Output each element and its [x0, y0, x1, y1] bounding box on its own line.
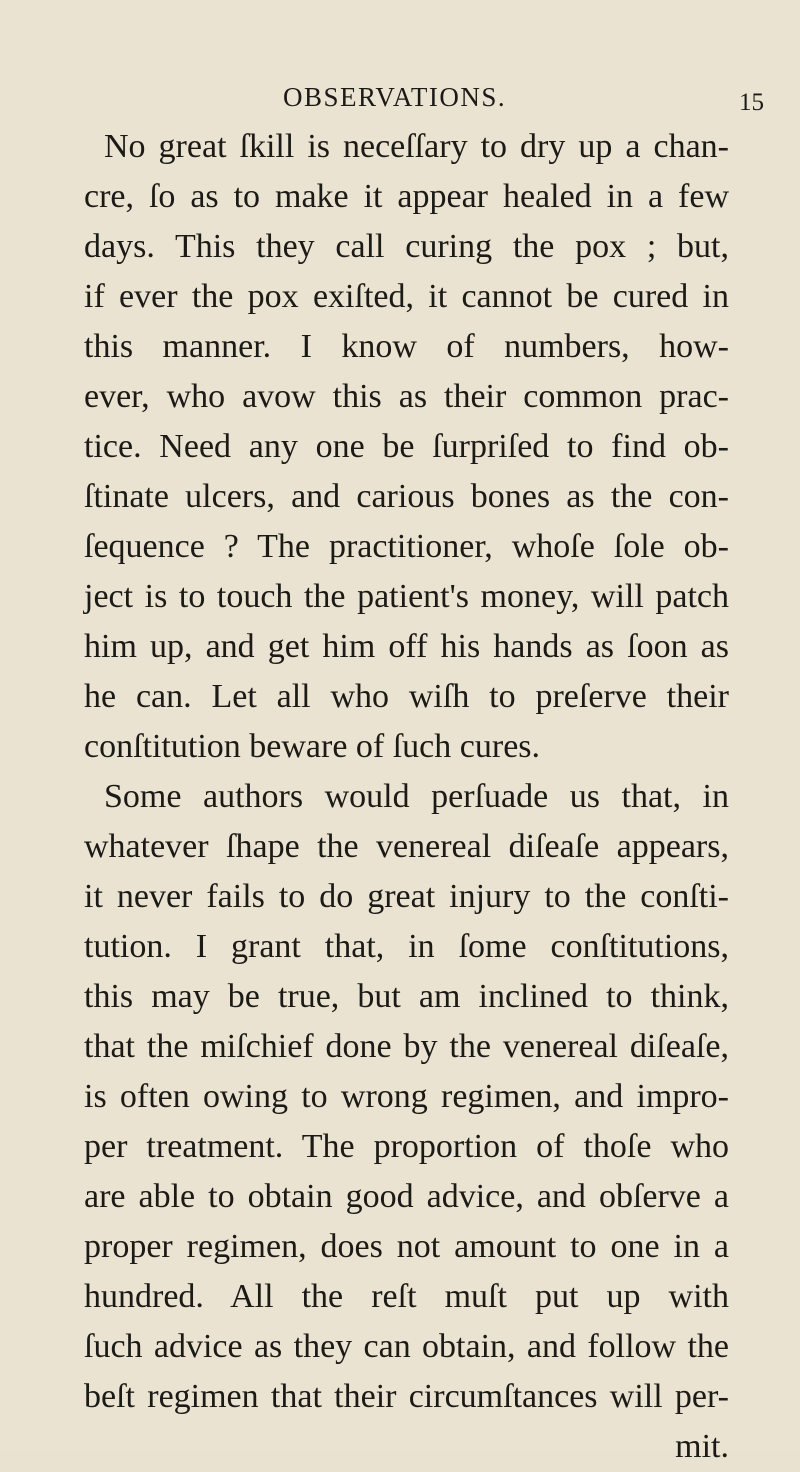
text-line: ſtinate ulcers, and carious bones as the con- [84, 478, 729, 515]
text-line: beſt regimen that their circumſtances will per- [84, 1378, 729, 1415]
text-line: ſequence ? The practitioner, whoſe ſole ob- [84, 528, 729, 565]
text-line: whatever ſhape the venereal diſeaſe appears, [84, 828, 729, 865]
text-line: is often owing to wrong regimen, and impro- [84, 1078, 729, 1115]
text-line: ject is to touch the patient's money, will patch [84, 578, 729, 615]
text-line: Some authors would perſuade us that, in [104, 778, 729, 815]
text-line: mit. [675, 1428, 729, 1465]
text-line: he can. Let all who wiſh to preſerve their [84, 678, 729, 715]
page-number: 15 [739, 89, 764, 116]
text-line: him up, and get him off his hands as ſoon as [84, 628, 729, 665]
text-line: tution. I grant that, in ſome conſtitutions, [84, 928, 729, 965]
text-line: it never fails to do great injury to the conſti- [84, 878, 729, 915]
text-line: cre, ſo as to make it appear healed in a few [84, 178, 729, 215]
text-line: ſuch advice as they can obtain, and follow the [84, 1328, 729, 1365]
text-line: ever, who avow this as their common prac- [84, 378, 729, 415]
text-line: per treatment. The proportion of thoſe who [84, 1128, 729, 1165]
text-line: conſtitution beware of ſuch cures. [84, 728, 541, 765]
text-line: tice. Need any one be ſurpriſed to find ob- [84, 428, 729, 465]
text-line: days. This they call curing the pox ; but, [84, 228, 729, 265]
text-line: that the miſchief done by the venereal diſeaſe, [84, 1028, 729, 1065]
text-line: are able to obtain good advice, and obſerve a [84, 1178, 729, 1215]
text-line: if ever the pox exiſted, it cannot be cured in [84, 278, 729, 315]
running-title: OBSERVATIONS. [283, 82, 507, 112]
page-header [0, 79, 800, 115]
text-line: this may be true, but am inclined to think, [84, 978, 729, 1015]
text-line: hundred. All the reſt muſt put up with [84, 1278, 729, 1315]
text-line: proper regimen, does not amount to one in a [84, 1228, 729, 1265]
text-line: this manner. I know of numbers, how- [84, 328, 729, 365]
text-line: No great ſkill is neceſſary to dry up a chan- [104, 128, 729, 165]
